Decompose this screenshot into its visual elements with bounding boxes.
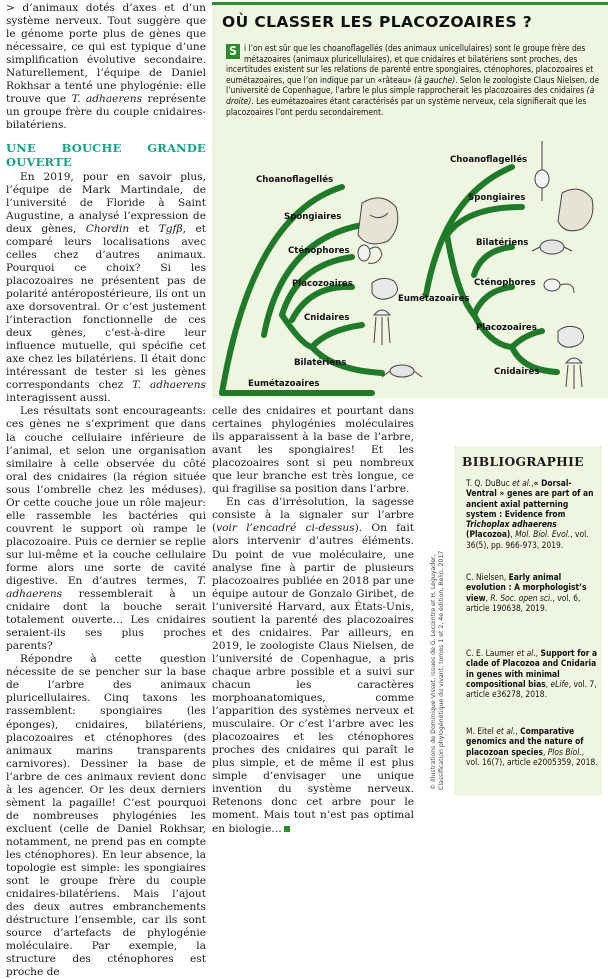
sponge-icon — [358, 198, 398, 244]
ctenophore-icon-right — [544, 279, 574, 293]
left-label-placozoaires: Placozoaires — [292, 279, 353, 289]
paragraph: En 2019, pour en savoir plus, l’équipe de Mark Martindale, de l’université de Floride à Saint Augustine, a analysé l’expression de deux gènes, Chordin et Tgfβ, et comparé leurs localisations avec celles chez d’autres animaux. Pourquoi ce choix? Si les placozoaires ne présentent pas de polarité antéropostérieure, ils ont un axe dorsoventral. Or c’est justement l’interaction fonctionnelle de ces deux gènes, c’est-à-dire leur influence mutuelle, qui spécifie cet axe chez les bilatériens. Il était donc intéressant de tester si les gènes correspondants chez T. adhaerens interagissent aussi. — [6, 170, 207, 405]
bibliography-entry: C. E. Laumer et al., Support for a clade of Placozoa and Cnidaria in genes with minimal compositional bias, eLife, vol. 7, article e36278, 2018. — [466, 648, 598, 700]
right-label-cnidaires: Cnidaires — [494, 367, 540, 377]
bibliography-title: BIBLIOGRAPHIE — [462, 454, 584, 469]
left-label-cnidaires: Cnidaires — [304, 313, 350, 323]
right-label-ctenophores: Cténophores — [474, 278, 536, 288]
right-label-choanoflagelles: Choanoflagellés — [450, 155, 528, 165]
right-label-placozoaires: Placozoaires — [476, 323, 537, 333]
bilaterian-icon-right — [532, 240, 572, 254]
left-label-spongiaires: Spongiaires — [284, 212, 342, 222]
bibliography-box — [454, 446, 602, 796]
left-label-eumetazoaires: Eumétazoaires — [248, 379, 320, 389]
left-label-ctenophores: Cténophores — [288, 246, 350, 256]
drop-cap: S — [226, 44, 240, 59]
box-title: OÙ CLASSER LES PLACOZOAIRES ? — [222, 13, 533, 31]
right-label-eumetazoaires: Eumétazoaires — [398, 294, 470, 304]
bibliography-entry: M. Eitel et al., Comparative genomics and the nature of placozoan species, Plos Biol., vol. 16(7), article e2005359, 2018. — [466, 726, 598, 767]
right-label-spongiaires: Spongiaires — [468, 193, 526, 203]
placozoan-icon-right — [558, 326, 584, 347]
bibliography-entry: T. Q. DuBuc et al.,« Dorsal-Ventral » genes are part of an ancient axial patterning system : Evidence from Trichoplax adhaerens (Placozoa), Mol. Biol. Evol., vol. 36(5), pp. 966-973, 2019. — [466, 478, 594, 550]
left-label-bilateriens: Bilatériens — [294, 358, 347, 368]
paragraph: Répondre à cette question nécessite de se pencher sur la base de l’arbre des animaux pluricellulaires. Cinq taxons les rassemblent: spongiaires (les éponges), cnidaires, bilatériens, placozoaires et cténophores (des animaux marins transparents carnivores). Dessiner la base de l’arbre de ces animaux revient donc à les agencer. Or les deux derniers sèment la pagaille! C’est pourquoi de nombreuses phylogénies les excluent (celle de Daniel Rokhsar, notamment, ne prend pas en compte les cténophores). En leur absence, la topologie est simple: les spongiaires sont le groupe frère du couple cnidaires-bilatériens. Mais l’ajout des deux autres embranchements déstructure l’ensemble, car ils sont source d’artefacts de phylogénie moléculaire. Par exemple, la structure des cténophores est proche de — [6, 653, 206, 979]
branch-ctenophores — [474, 287, 512, 315]
branch-bilateriens — [474, 247, 512, 275]
paragraph: celle des cnidaires et pourtant dans certaines phylogénies moléculaires ils apparaissent à la base de l’arbre, avant les spongiaires! Et les placozoaires sont si peu nombreux que leur branche est très longue, ce qui fragilise sa position dans l’arbre. — [212, 405, 414, 496]
illustration-credit: © Illustrations de Dominique Visset, issues de G. Lecointre et H. Leguyader, Classification phylogénétique du vivant, tomes 1 et 2, 4e édition, Belin, 2017 — [430, 550, 445, 790]
paragraph: En cas d’irrésolution, la sagesse consiste à la signaler sur l’arbre (voir l’encadré ci-dessus). On fait alors intervenir d’autres éléments. Du point de vue moléculaire, une analyse fine à partir de plusieurs placozoaires publiée en 2018 par une équipe autour de Gonzalo Giribet, de l’université Harvard, aux États-Unis, soutient la parenté des placozoaires et des cnidaires. Par ailleurs, en 2019, le zoologiste Claus Nielsen, de l’université de Copenhague, a pris chaque arbre possible et a suivi sur chacun les caractères morphoanatomiques, comme l’apparition des systèmes nerveux et musculaire. Or c’est l’arbre avec les placozoaires et les cténophores proches des cnidaires qui paraît le plus simple, et de même il est plus simple d’envisager une unique invention du système nerveux. Retenons donc cet arbre pour le moment. Mais tout n’est pas optimal en biologie… — [212, 496, 414, 835]
branch-choanoflagelles — [426, 167, 512, 295]
branch-cnidaires — [312, 325, 362, 347]
choanoflagellate-icon — [535, 141, 549, 201]
ctenophore-icon — [358, 245, 382, 263]
paragraph: Les résultats sont encourageants: ces gènes ne s’expriment que dans la couche cellulaire inférieure de l’animal, et selon une organisation similaire à celle observée du côté oral des cnidaires (la région située sous l’ombrelle chez les méduses). Or cette couche joue un rôle majeur: elle rassemble les bactéries qui couvrent le support où rampe le placozoaire. Puis ce dernier se replie sur lui-même et la couche cellulaire forme alors une sorte de cavité digestive. En d’autres termes, T. adhaerens ressemblerait à un cnidaire dont la bouche serait totalement ouverte… Les cnidaires seraient-ils ses plus proches parents? — [6, 405, 206, 653]
article-column-middle — [212, 405, 414, 836]
left-label-choanoflagelles: Choanoflagellés — [256, 175, 334, 185]
right-label-bilateriens: Bilatériens — [476, 238, 529, 248]
bilaterian-icon — [382, 365, 422, 377]
cnidarian-icon — [374, 310, 390, 345]
sponge-icon-right — [558, 189, 593, 231]
paragraph: > d’animaux dotés d’axes et d’un système nerveux. Tout suggère que le génome porte plus de gènes que nécessaire, ce qui est typique d’une simplification évolutive secondaire. Naturellement, l’équipe de Daniel Rokhsar a tenté une phylogénie: elle trouve que T. adhaerens représente un groupe frère du couple cnidaires-bilatériens. — [6, 2, 207, 132]
placozoan-icon — [372, 278, 398, 299]
bibliography-entry: C. Nielsen, Early animal evolution : A morphologist’s view, R. Soc. open sci., vol. 6, article 190638, 2019. — [466, 572, 587, 613]
article-column-left — [6, 2, 206, 979]
end-mark — [284, 826, 290, 832]
info-box — [212, 2, 608, 398]
branch-placozoaires — [512, 331, 542, 347]
section-heading: UNE BOUCHE GRANDE OUVERTE — [6, 141, 206, 169]
cnidarian-icon-right — [566, 358, 582, 389]
box-text: S i l’on est sûr que les choanoflagellés (des animaux unicellulaires) sont le groupe frère des métazoaires (animaux pluricellulaires), et que cnidaires et bilatériens sont proches, des incertitudes existent sur les relations de parenté entre spongiaires, cténophores, placozoaires et eumétazoaires, que l’on indique par un «râteau» (à gauche). Selon le zoologiste Claus Nielsen, de l’université de Copenhague, l’arbre le plus simple rapprocherait les placozoaires des cnidaires (à droite). Les eumétazoaires étant caractérisés par un système nerveux, cela signifierait que les placozoaires l’ont perdu secondairement. — [226, 43, 600, 117]
